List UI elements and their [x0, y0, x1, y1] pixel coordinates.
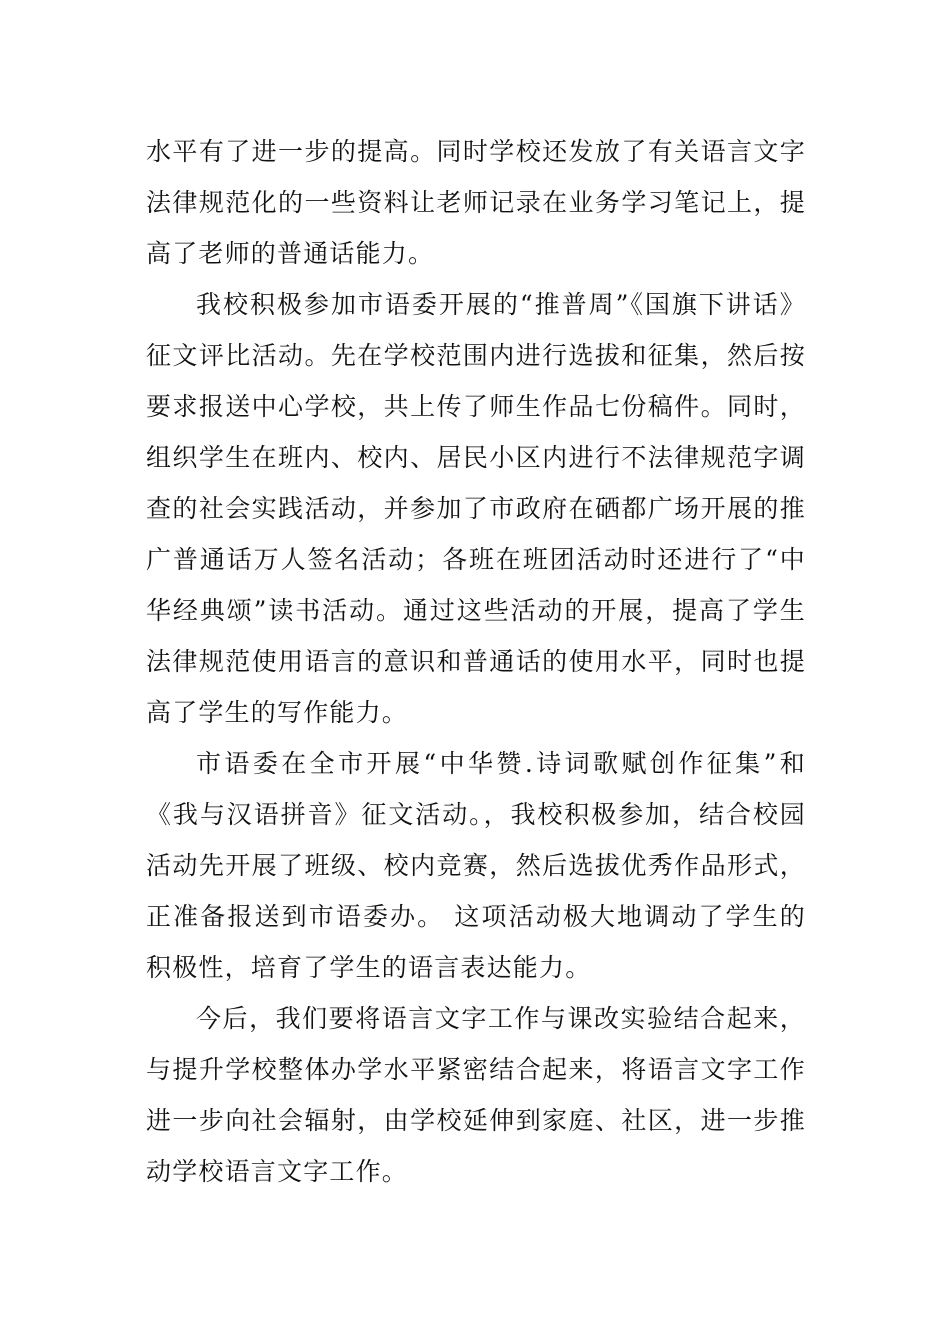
paragraph-4: 今后，我们要将语言文字工作与课改实验结合起来，与提升学校整体办学水平紧密结合起来，将语言文字工作进一步向社会辐射，由学校延伸到家庭、社区，进一步推动学校语言文字工作。 [146, 1004, 806, 1186]
document-body [146, 126, 806, 1197]
paragraph-2: 我校积极参加市语委开展的“推普周”《国旗下讲话》征文评比活动。先在学校范围内进行选拔和征集，然后按要求报送中心学校，共上传了师生作品七份稿件。同时，组织学生在班内、校内、居民小区内进行不法律规范字调查的社会实践活动，并参加了市政府在硒都广场开展的推广普通话万人签名活动；各班在班团活动时还进行了“中华经典颂”读书活动。通过这些活动的开展，提高了学生法律规范使用语言的意识和普通话的使用水平，同时也提高了学生的写作能力。 [146, 290, 806, 727]
paragraph-3: 市语委在全市开展“中华赞.诗词歌赋创作征集”和《我与汉语拼音》征文活动。，我校积极参加，结合校园活动先开展了班级、校内竞赛，然后选拔优秀作品形式，正准备报送到市语委办。 这项活动极大地调动了学生的积极性，培育了学生的语言表达能力。 [146, 749, 806, 982]
paragraph-1: 水平有了进一步的提高。同时学校还发放了有关语言文字法律规范化的一些资料让老师记录在业务学习笔记上，提高了老师的普通话能力。 [146, 137, 806, 268]
